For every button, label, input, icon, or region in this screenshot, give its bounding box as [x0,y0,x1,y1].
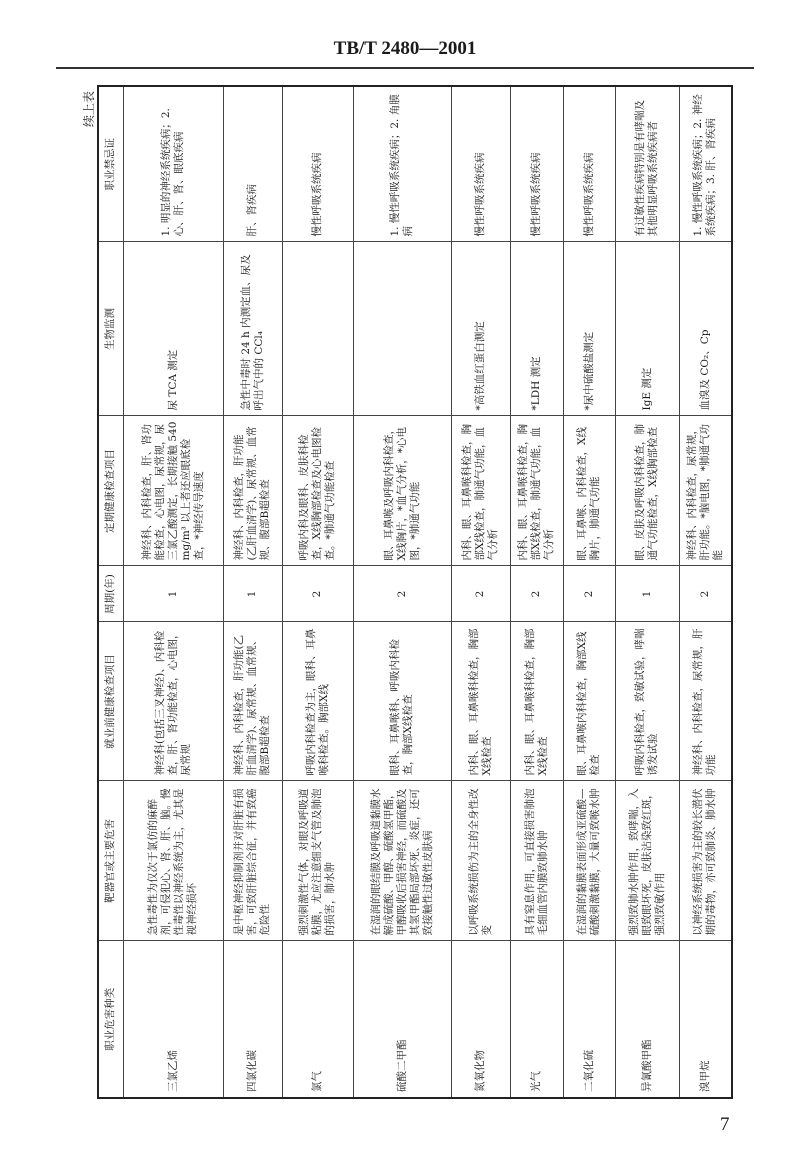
pre-exam-cell: 眼、耳鼻喉内科检查，胸部X线检查 [563,622,615,781]
bio-monitor-cell: *尿中硫酸盐测定 [563,242,615,416]
hazard-cell: 溴甲烷 [679,941,732,1098]
periodic-exam-cell: 神经科、内科检查，肝功能(乙肝血清学)、尿常规、血常规、腹部B超检查 [223,416,282,566]
contraindication-cell: 慢性呼吸系统疾病 [510,86,563,242]
periodic-exam-cell: 神经科、内科检查，尿常规，肝功能。*脑电图，*肺通气功能 [679,416,732,566]
header-target: 靶器官或主要危害 [98,781,123,941]
periodic-exam-cell: 呼吸内科及眼科、皮肤科检查，X线胸部检查及心电图检查。*肺通气功能检查 [282,416,353,566]
bio-monitor-cell [282,242,353,416]
table-row [510,86,563,1098]
bio-monitor-cell: *高铁血红蛋白测定 [451,242,510,416]
bio-monitor-cell: 血溴及 CO₂、Cp [679,242,732,416]
period-cell: 2 [282,566,353,622]
hazard-cell: 三氯乙烯 [123,941,223,1098]
hazard-cell: 异氰酸甲酯 [615,941,679,1098]
target-cell: 以呼吸系统损伤为主的全身性改变 [451,781,510,941]
contraindication-cell: 有过敏性疾病特别是有哮喘及其他明显呼吸系统疾病者 [615,86,679,242]
period-cell: 2 [563,566,615,622]
pre-exam-cell: 内科、眼、耳鼻喉科检查，胸部X线检查 [451,622,510,781]
bio-monitor-cell: *LDH 测定 [510,242,563,416]
contraindication-cell: 肝、肾疾病 [223,86,282,242]
target-cell: 强烈致肺水肿作用，致哮喘，入眼致眼坏死，皮肤沾染致红斑，强烈致敏作用 [615,781,679,941]
contraindication-cell: 慢性呼吸系统疾病 [563,86,615,242]
contraindication-cell: 慢性呼吸系统疾病 [282,86,353,242]
table-row [223,86,282,1098]
contraindication-cell: 1. 慢性呼吸系统疾病；2. 角膜病 [353,86,451,242]
periodic-exam-cell: 眼、耳鼻喉及呼吸内科检查，X线胸片，*血气分析，*心电图，*肺通气功能 [353,416,451,566]
target-cell: 具有窒息作用，可直接损害肺泡毛细血管内膜致肺水肿 [510,781,563,941]
page-number: 7 [720,1114,730,1135]
periodic-exam-cell: 内科、眼、耳鼻喉科检查，胸部X线检查，肺通气功能，血气分析 [510,416,563,566]
period-cell: 1 [123,566,223,622]
table-row [123,86,223,1098]
contraindication-cell: 1. 明显的神经系统疾病；2. 心、肝、肾、眼底疾病 [123,86,223,242]
table-row [451,86,510,1098]
hazard-cell: 氯气 [282,941,353,1098]
hazard-cell: 硫酸二甲酯 [353,941,451,1098]
target-cell: 急性毒性为仅次于氯仿的麻醉剂，可侵犯心、肾、肝、脑。慢性毒性以神经系统为主，尤其是视神经损坏 [123,781,223,941]
pre-exam-cell: 神经科、内科检查，肝功能(乙肝血清学)、尿常规、血常规、腹部B超检查 [223,622,282,781]
target-cell: 是中枢神经抑制剂并对肝脏有损害，可致肝脏综合征，并有致癌危险性 [223,781,282,941]
period-cell: 2 [510,566,563,622]
bio-monitor-cell: IgE 测定 [615,242,679,416]
target-cell: 以神经系统损害为主的较长潜伏期的毒物，亦可致肺炎、肺水肿 [679,781,732,941]
target-cell: 强烈刺激性气体，对眼及呼吸道粘膜，尤应注意细支气管及肺泡的损害，肺水肿 [282,781,353,941]
standard-code-header: TB/T 2480—2001 [333,38,477,59]
bio-monitor-cell [353,242,451,416]
period-cell: 1 [223,566,282,622]
bio-monitor-cell: 急性中毒时 24 h 内测定血、尿及呼出气中的 CCl₄ [223,242,282,416]
header-hazard: 职业危害种类 [98,941,123,1098]
hazard-cell: 四氯化碳 [223,941,282,1098]
contraindication-cell: 慢性呼吸系统疾病 [451,86,510,242]
pre-exam-cell: 呼吸内科检查，致敏试验，哮喘诱发试验 [615,622,679,781]
table-row [282,86,353,1098]
pre-exam-cell: 内科、眼、耳鼻喉科检查，胸部X线检查 [510,622,563,781]
table-row [563,86,615,1098]
header-rule [56,67,754,69]
table-body [123,86,732,1098]
hazard-cell: 二氧化硫 [563,941,615,1098]
hazard-cell: 光气 [510,941,563,1098]
target-cell: 在湿润的黏膜表面形成亚硫酸—硫酸刺激黏膜，大量可致喉水肿 [563,781,615,941]
contraindication-cell: 1. 慢性呼吸系统疾病；2. 神经系统疾病；3. 肝、肾疾病 [679,86,732,242]
occupational-health-table [97,85,733,1099]
periodic-exam-cell: 眼、皮肤及呼吸内科检查，肺通气功能检查，X线胸部检查 [615,416,679,566]
pre-exam-cell: 呼吸内科检查为主，眼科、耳鼻喉科检查。胸部X线 [282,622,353,781]
periodic-exam-cell: 神经科、内科检查，肝、肾功能检查，心电图，尿常规，尿三氯乙酸测定，长期接触 540 mg/m³ 以上者还应眼底检查，*神经传导速度 [123,416,223,566]
period-cell: 1 [615,566,679,622]
continued-label: 续上表 [82,91,96,128]
pre-exam-cell: 神经科(包括三叉神经)、内科检查，肝、肾功能检查，心电图，尿常规 [123,622,223,781]
table-row [353,86,451,1098]
period-cell: 2 [353,566,451,622]
header-period: 周期(年) [98,566,123,622]
hazard-cell: 氮氧化物 [451,941,510,1098]
bio-monitor-cell: 尿 TCA 测定 [123,242,223,416]
pre-exam-cell: 眼科、耳鼻喉科、呼吸内科检查，胸部X线检查 [353,622,451,781]
table-row [615,86,679,1098]
rotated-table-container [82,87,731,1099]
table-header-row [98,86,123,1098]
header-bio-monitor: 生物监测 [98,242,123,416]
target-cell: 在湿润的眼结膜及呼吸道黏膜水解成硫酸、甲醇、硫酸氢甲酯，甲醇吸收后损害神经，而硫酸及其氢甲酯局部坏死、炎症，还可致接触性过敏性皮肤病 [353,781,451,941]
periodic-exam-cell: 眼、耳鼻喉、内科检查，X线胸片，肺通气功能 [563,416,615,566]
table-row [679,86,732,1098]
pre-exam-cell: 神经科、内科检查，尿常规，肝功能 [679,622,732,781]
header-contraindication: 职业禁忌证 [98,86,123,242]
period-cell: 2 [679,566,732,622]
period-cell: 2 [451,566,510,622]
header-periodic-exam: 定期健康检查项目 [98,416,123,566]
header-pre-exam: 就业前健康检查项目 [98,622,123,781]
periodic-exam-cell: 内科、眼、耳鼻喉科检查，胸部X线检查，肺通气功能，血气分析 [451,416,510,566]
